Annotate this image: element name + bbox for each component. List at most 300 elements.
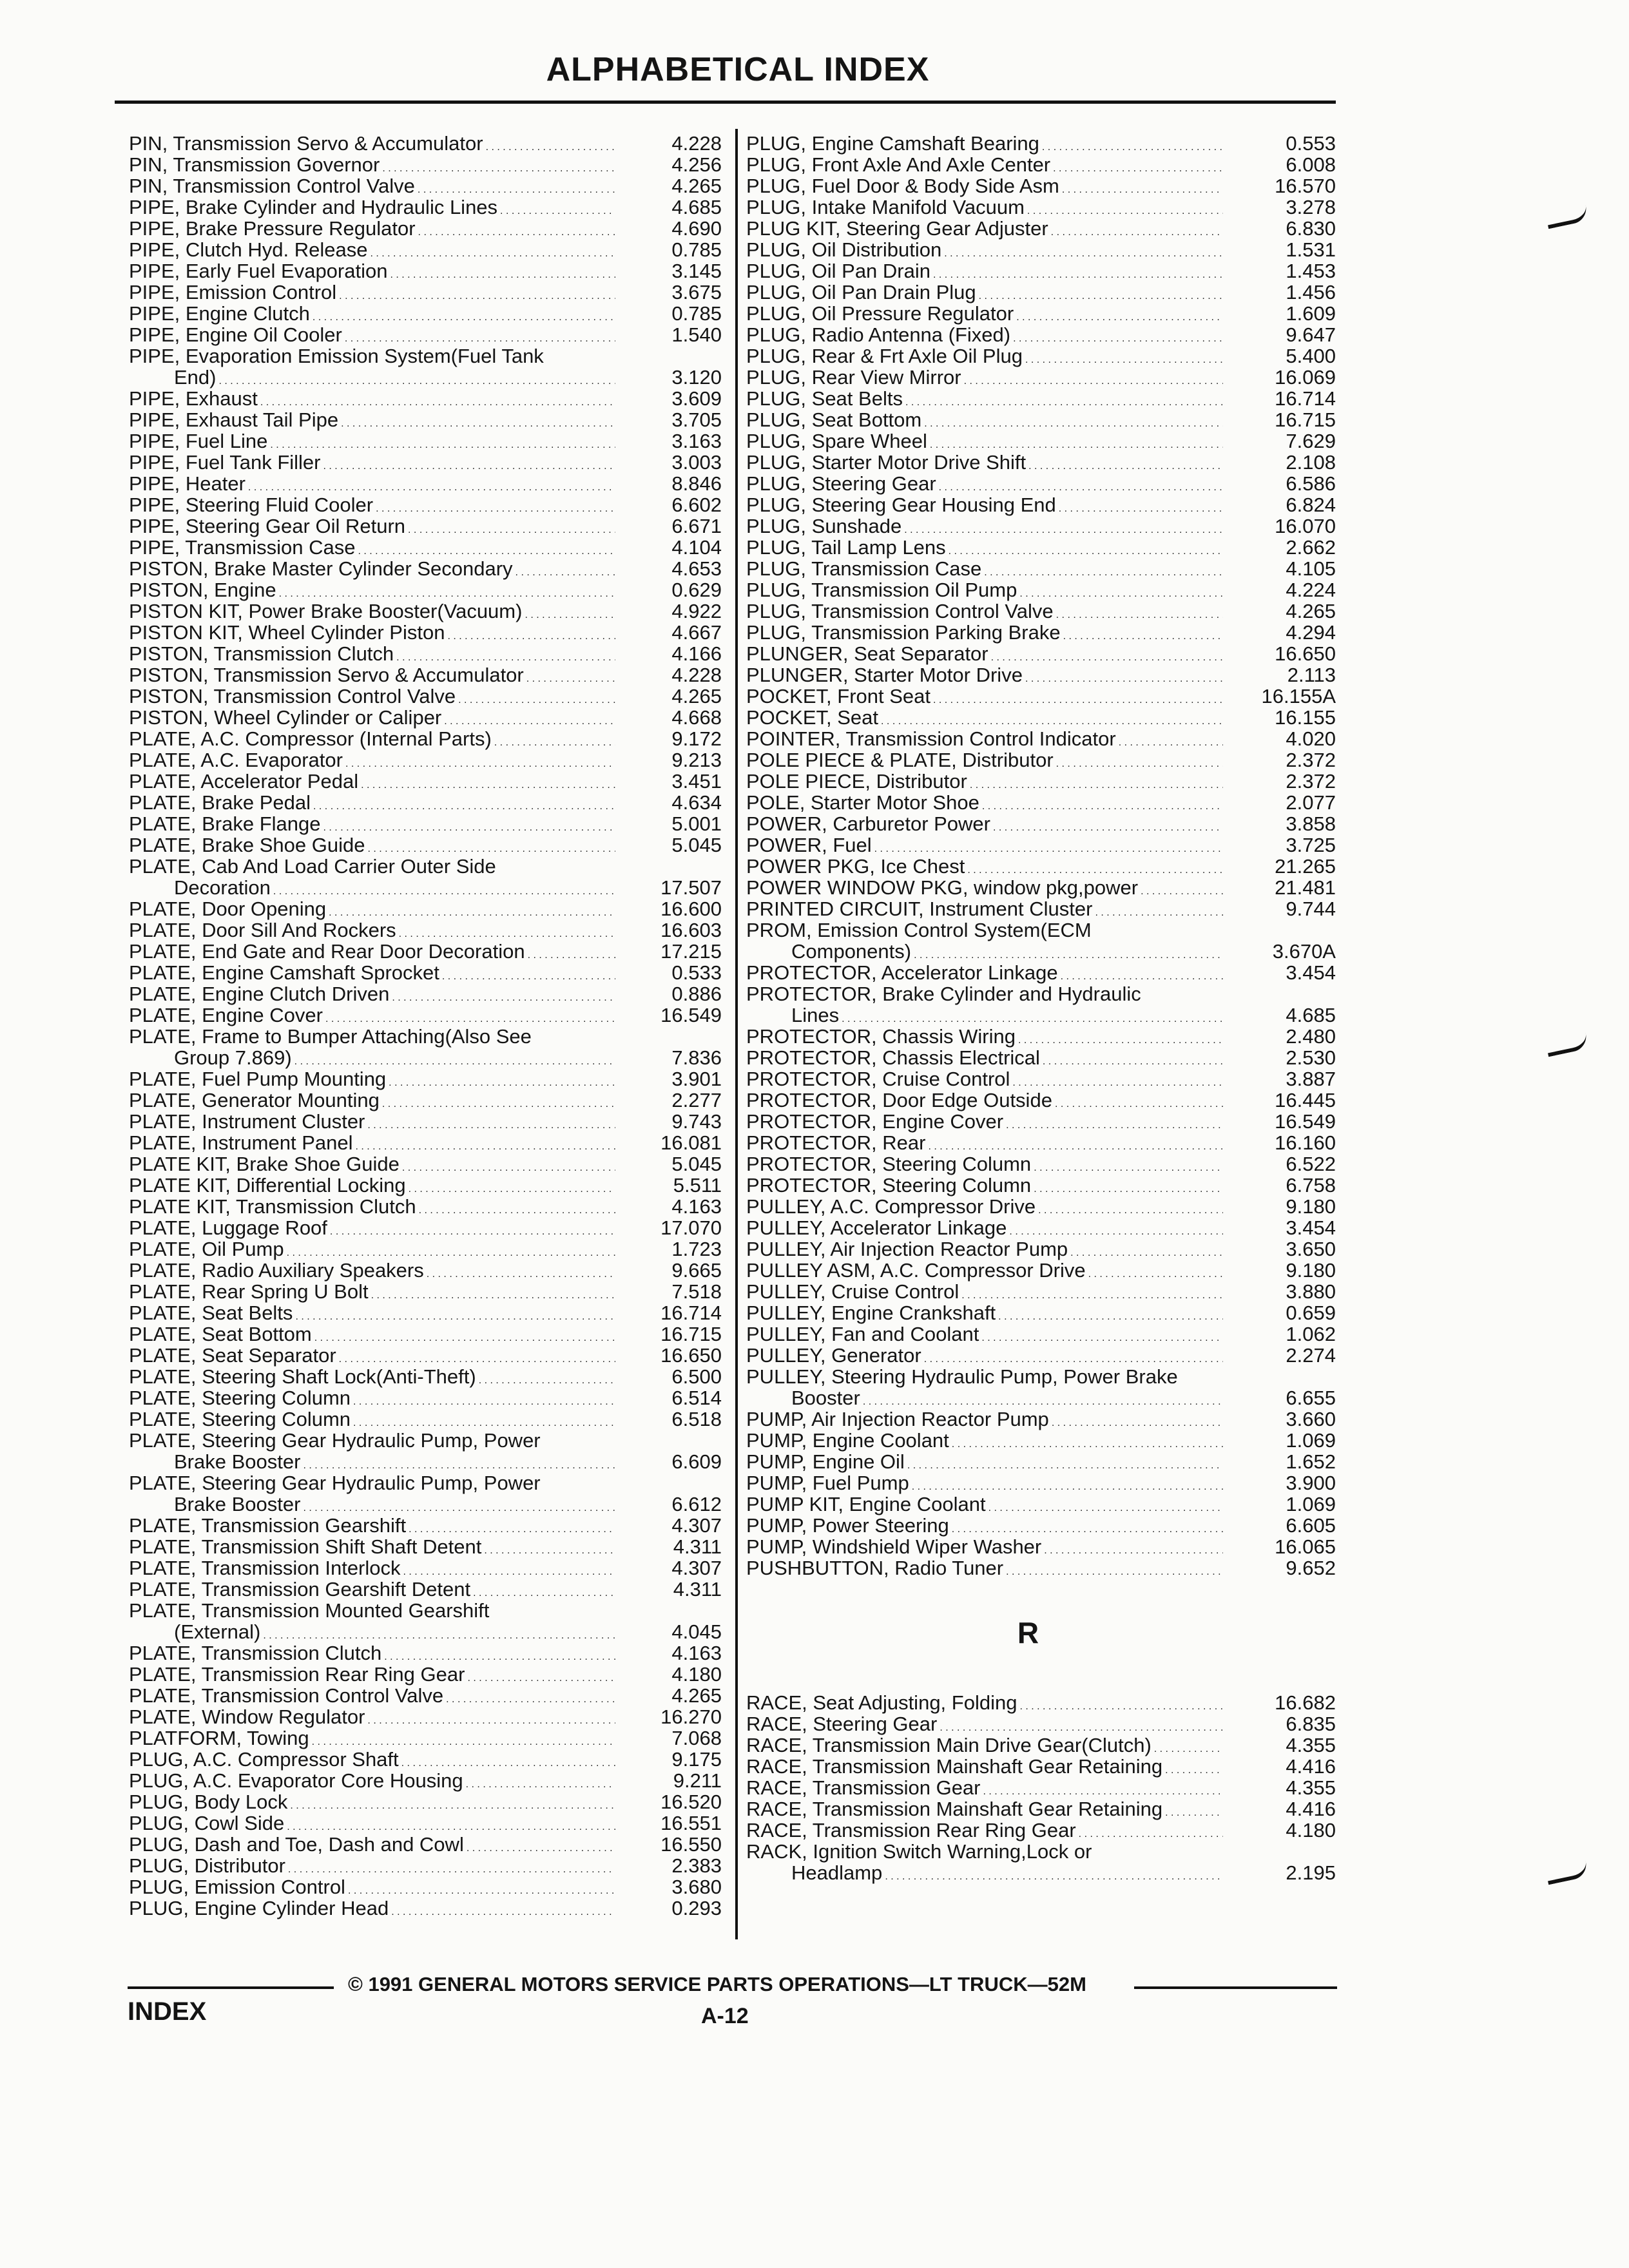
- entry-name: PUMP, Power Steering: [746, 1514, 949, 1537]
- index-entry: [746, 494, 1336, 515]
- entry-name: PLATE, Transmission Gearshift Detent: [129, 1578, 471, 1600]
- entry-page-ref: 4.922: [671, 600, 722, 622]
- entry-page-ref: 3.880: [1286, 1280, 1336, 1303]
- entry-name: PUMP KIT, Engine Coolant: [746, 1493, 986, 1515]
- index-entry: [129, 1090, 722, 1111]
- entry-name: Components): [791, 940, 912, 963]
- index-entry: [746, 1323, 1336, 1345]
- entry-name: PISTON, Transmission Control Valve: [129, 685, 456, 707]
- entry-name: PIPE, Exhaust Tail Pipe: [129, 408, 339, 431]
- index-entry: [746, 1302, 1336, 1323]
- entry-page-ref: 4.256: [671, 153, 722, 176]
- entry-page-ref: 4.163: [671, 1642, 722, 1664]
- index-entry: [129, 1812, 722, 1834]
- entry-page-ref: 3.163: [671, 430, 722, 452]
- entry-name: PULLEY, Cruise Control: [746, 1280, 959, 1303]
- entry-name: PLUG, Rear View Mirror: [746, 366, 961, 389]
- entry-name: PULLEY, Engine Crankshaft: [746, 1302, 996, 1324]
- entry-page-ref: 0.886: [671, 983, 722, 1005]
- index-entry: [746, 1408, 1336, 1430]
- index-entry: [746, 1004, 1336, 1026]
- index-entry: [746, 367, 1336, 388]
- index-entry: [746, 1713, 1336, 1735]
- entry-page-ref: 2.372: [1286, 749, 1336, 771]
- entry-page-ref: 16.069: [1275, 366, 1336, 389]
- index-entry: [746, 877, 1336, 898]
- index-entry: [746, 1217, 1336, 1238]
- index-entry: [129, 1536, 722, 1557]
- index-entry: [129, 1791, 722, 1812]
- entry-name: PLATE, Luggage Roof: [129, 1216, 327, 1239]
- entry-page-ref: 6.602: [671, 494, 722, 516]
- index-entry: [746, 473, 1336, 494]
- entry-name: PLATE, Transmission Control Valve: [129, 1684, 444, 1707]
- entry-name: RACE, Transmission Mainshaft Gear Retaining: [746, 1755, 1163, 1778]
- entry-name: PLUG, Steering Gear Housing End: [746, 494, 1056, 516]
- index-entry: [129, 1600, 722, 1621]
- entry-name: PLUG, Tail Lamp Lens: [746, 536, 946, 559]
- entry-page-ref: 0.785: [671, 238, 722, 261]
- index-entry: [129, 409, 722, 430]
- entry-name: PLATE, Radio Auxiliary Speakers: [129, 1259, 424, 1282]
- entry-name: PUMP, Air Injection Reactor Pump: [746, 1408, 1049, 1430]
- entry-name: PLATE, Door Sill And Rockers: [129, 919, 396, 941]
- entry-page-ref: 9.180: [1286, 1195, 1336, 1218]
- entry-page-ref: 3.454: [1286, 1216, 1336, 1239]
- index-entry: [129, 1642, 722, 1664]
- index-entry: [746, 1387, 1336, 1408]
- entry-page-ref: 16.549: [660, 1004, 722, 1026]
- index-entry: [129, 1026, 722, 1047]
- entry-name: PROTECTOR, Steering Column: [746, 1174, 1032, 1196]
- dot-leader: [1092, 898, 1223, 923]
- entry-page-ref: 1.723: [671, 1238, 722, 1260]
- entry-name: PROTECTOR, Chassis Wiring: [746, 1025, 1016, 1048]
- entry-page-ref: 4.355: [1286, 1776, 1336, 1799]
- entry-name: PIPE, Brake Pressure Regulator: [129, 217, 416, 240]
- entry-page-ref: 6.835: [1286, 1713, 1336, 1735]
- index-entry: [129, 197, 722, 218]
- index-entry: [746, 1366, 1336, 1387]
- entry-page-ref: 6.008: [1286, 153, 1336, 176]
- entry-name: PIPE, Transmission Case: [129, 536, 356, 559]
- margin-tick-mark: [1545, 1861, 1589, 1885]
- index-entry: [746, 260, 1336, 282]
- footer-section-label: INDEX: [128, 1997, 207, 2026]
- entry-page-ref: 16.650: [1275, 642, 1336, 665]
- index-entry: [746, 1735, 1336, 1756]
- index-entry: [746, 1557, 1336, 1579]
- entry-page-ref: 1.062: [1286, 1323, 1336, 1345]
- entry-name: RACE, Steering Gear: [746, 1713, 938, 1735]
- index-entry: [746, 1090, 1336, 1111]
- entry-page-ref: 1.456: [1286, 281, 1336, 303]
- entry-page-ref: 16.081: [660, 1131, 722, 1154]
- index-entry: [746, 1026, 1336, 1047]
- entry-name: PLATE, Steering Gear Hydraulic Pump, Power: [129, 1472, 541, 1494]
- entry-name: PLUG, A.C. Compressor Shaft: [129, 1748, 399, 1771]
- entry-name: PROTECTOR, Chassis Electrical: [746, 1046, 1040, 1069]
- entry-page-ref: 9.180: [1286, 1259, 1336, 1282]
- entry-name: PLATE KIT, Transmission Clutch: [129, 1195, 416, 1218]
- index-entry: [746, 1047, 1336, 1068]
- index-entry: [129, 473, 722, 494]
- entry-name: PIPE, Clutch Hyd. Release: [129, 238, 368, 261]
- index-entry: [129, 154, 722, 175]
- entry-name: PLATE, Window Regulator: [129, 1706, 365, 1728]
- index-entry: [129, 430, 722, 452]
- index-entry: [129, 1111, 722, 1132]
- entry-page-ref: 17.215: [660, 940, 722, 963]
- entry-page-ref: 16.270: [660, 1706, 722, 1728]
- index-entry: [746, 1111, 1336, 1132]
- entry-name: PISTON, Wheel Cylinder or Caliper: [129, 706, 442, 729]
- index-entry: [746, 1862, 1336, 1883]
- entry-name: PRINTED CIRCUIT, Instrument Cluster: [746, 898, 1093, 920]
- entry-page-ref: 9.172: [671, 727, 722, 750]
- index-entry: [129, 962, 722, 983]
- index-entry: [129, 1323, 722, 1345]
- index-entry: [129, 898, 722, 919]
- entry-page-ref: 4.045: [671, 1620, 722, 1643]
- index-entry: [746, 197, 1336, 218]
- entry-name: PROTECTOR, Accelerator Linkage: [746, 961, 1058, 984]
- entry-page-ref: 3.609: [671, 387, 722, 410]
- index-entry: [129, 175, 722, 197]
- index-entry: [129, 452, 722, 473]
- index-entry: [746, 728, 1336, 749]
- entry-page-ref: 3.670A: [1272, 940, 1336, 963]
- entry-page-ref: 4.307: [671, 1557, 722, 1579]
- entry-name: PLATE, Seat Belts: [129, 1302, 293, 1324]
- entry-page-ref: 4.224: [1286, 579, 1336, 601]
- entry-name: PLUG, Transmission Control Valve: [746, 600, 1054, 622]
- entry-name: PROTECTOR, Steering Column: [746, 1153, 1032, 1175]
- index-entry: [129, 133, 722, 154]
- index-entry: [129, 622, 722, 643]
- column-divider: [735, 129, 738, 1939]
- entry-name: PLATE, Instrument Cluster: [129, 1110, 365, 1133]
- entry-page-ref: 1.540: [671, 323, 722, 346]
- entry-name: PLATE, Fuel Pump Mounting: [129, 1068, 387, 1090]
- entry-page-ref: 9.665: [671, 1259, 722, 1282]
- index-entry: [746, 1798, 1336, 1820]
- entry-name: PULLEY, Generator: [746, 1344, 921, 1367]
- index-entry: [129, 1047, 722, 1068]
- index-entry: [129, 1494, 722, 1515]
- entry-page-ref: 16.065: [1275, 1535, 1336, 1558]
- dot-leader: [1076, 1820, 1223, 1845]
- entry-page-ref: 3.003: [671, 451, 722, 474]
- entry-name: PLUG, Seat Bottom: [746, 408, 922, 431]
- index-entry: [746, 856, 1336, 877]
- entry-name: PLATE, Engine Camshaft Sprocket: [129, 961, 439, 984]
- entry-name: PISTON, Transmission Clutch: [129, 642, 394, 665]
- entry-page-ref: 4.416: [1286, 1798, 1336, 1820]
- entry-name: RACE, Seat Adjusting, Folding: [746, 1691, 1017, 1714]
- entry-page-ref: 4.228: [671, 132, 722, 155]
- entry-name: PUSHBUTTON, Radio Tuner: [746, 1557, 1004, 1579]
- margin-tick-mark: [1545, 206, 1589, 229]
- entry-page-ref: 3.451: [671, 770, 722, 793]
- entry-page-ref: 9.743: [671, 1110, 722, 1133]
- entry-name: PLUG, Seat Belts: [746, 387, 903, 410]
- entry-name: POLE, Starter Motor Shoe: [746, 791, 979, 814]
- entry-name: PIPE, Steering Gear Oil Return: [129, 515, 406, 537]
- index-entry: [129, 558, 722, 579]
- index-entry: [129, 1153, 722, 1175]
- entry-name: PLATE, End Gate and Rear Door Decoration: [129, 940, 525, 963]
- index-entry: [129, 877, 722, 898]
- index-entry: [746, 345, 1336, 367]
- entry-name: PIPE, Evaporation Emission System(Fuel Tank: [129, 345, 544, 367]
- entry-page-ref: 1.453: [1286, 260, 1336, 282]
- index-entry: [746, 1153, 1336, 1175]
- entry-page-ref: 9.175: [671, 1748, 722, 1771]
- index-entry: [129, 282, 722, 303]
- entry-page-ref: 0.553: [1286, 132, 1336, 155]
- entry-name: PIPE, Heater: [129, 472, 246, 495]
- index-entry: [746, 409, 1336, 430]
- entry-name: PLUG, Body Lock: [129, 1791, 288, 1813]
- entry-name: PLUG, Sunshade: [746, 515, 902, 537]
- entry-name: PISTON KIT, Power Brake Booster(Vacuum): [129, 600, 523, 622]
- entry-name: PISTON, Transmission Servo & Accumulator: [129, 664, 524, 686]
- entry-page-ref: 16.603: [660, 919, 722, 941]
- entry-name: PLATE, Generator Mounting: [129, 1089, 380, 1111]
- index-entry: [746, 324, 1336, 345]
- entry-name: PLATE, Engine Cover: [129, 1004, 323, 1026]
- entry-name: Group 7.869): [174, 1046, 292, 1069]
- entry-name: Headlamp: [791, 1861, 883, 1884]
- entry-page-ref: 3.278: [1286, 196, 1336, 218]
- entry-name: PLUG, Rear & Frt Axle Oil Plug: [746, 345, 1023, 367]
- index-entry: [129, 792, 722, 813]
- entry-name: PLATE, Transmission Shift Shaft Detent: [129, 1535, 482, 1558]
- entry-name: PULLEY ASM, A.C. Compressor Drive: [746, 1259, 1086, 1282]
- index-entry: [746, 430, 1336, 452]
- entry-page-ref: 16.551: [660, 1812, 722, 1834]
- index-entry: [746, 1132, 1336, 1153]
- entry-page-ref: 6.518: [671, 1408, 722, 1430]
- footer-rule-right: [1134, 1986, 1337, 1989]
- entry-page-ref: 16.570: [1275, 175, 1336, 197]
- entry-name: PIPE, Emission Control: [129, 281, 337, 303]
- entry-name: PLUG, Oil Pan Drain Plug: [746, 281, 976, 303]
- entry-page-ref: 16.715: [660, 1323, 722, 1345]
- entry-page-ref: 4.180: [1286, 1819, 1336, 1841]
- entry-name: PLATE, Accelerator Pedal: [129, 770, 359, 793]
- index-entry: [129, 1430, 722, 1451]
- entry-name: PLUG, Intake Manifold Vacuum: [746, 196, 1025, 218]
- entry-name: PLATE, Cab And Load Carrier Outer Side: [129, 855, 496, 878]
- entry-name: PLATE, Brake Shoe Guide: [129, 834, 365, 856]
- entry-page-ref: 4.104: [671, 536, 722, 559]
- index-entry: [746, 1820, 1336, 1841]
- entry-name: (External): [174, 1620, 261, 1643]
- dot-leader: [470, 1579, 615, 1604]
- entry-name: PIPE, Fuel Tank Filler: [129, 451, 321, 474]
- entry-page-ref: 3.705: [671, 408, 722, 431]
- index-entry: [129, 1579, 722, 1600]
- index-entry: [746, 771, 1336, 792]
- entry-page-ref: 4.105: [1286, 557, 1336, 580]
- index-entry: [746, 1260, 1336, 1281]
- entry-page-ref: 0.629: [671, 579, 722, 601]
- section-letter-r: R: [1017, 1616, 1039, 1649]
- entry-name: PLUG, Oil Pressure Regulator: [746, 302, 1014, 325]
- index-entry: [746, 686, 1336, 707]
- entry-page-ref: 5.511: [673, 1174, 722, 1196]
- index-entry: [129, 941, 722, 962]
- entry-page-ref: 3.454: [1286, 961, 1336, 984]
- entry-page-ref: 6.609: [671, 1450, 722, 1473]
- entry-name: PLATE, Steering Column: [129, 1408, 351, 1430]
- entry-page-ref: 2.530: [1286, 1046, 1336, 1069]
- entry-name: PLUG KIT, Steering Gear Adjuster: [746, 217, 1048, 240]
- entry-name: Brake Booster: [174, 1450, 301, 1473]
- index-entry: [746, 537, 1336, 558]
- index-entry: [129, 515, 722, 537]
- entry-page-ref: 6.612: [671, 1493, 722, 1515]
- index-entry: [746, 133, 1336, 154]
- index-entry: [129, 983, 722, 1004]
- entry-name: PIPE, Steering Fluid Cooler: [129, 494, 374, 516]
- entry-page-ref: 7.068: [671, 1727, 722, 1749]
- entry-name: POCKET, Seat: [746, 706, 879, 729]
- entry-page-ref: 4.180: [671, 1663, 722, 1686]
- index-entry: [746, 834, 1336, 856]
- entry-name: PROTECTOR, Cruise Control: [746, 1068, 1010, 1090]
- entry-page-ref: 16.600: [660, 898, 722, 920]
- entry-name: PLATE, Transmission Rear Ring Gear: [129, 1663, 465, 1686]
- entry-name: PLUG, Engine Cylinder Head: [129, 1897, 389, 1919]
- entry-page-ref: 2.383: [671, 1854, 722, 1877]
- index-entry: [129, 686, 722, 707]
- entry-name: POINTER, Transmission Control Indicator: [746, 727, 1116, 750]
- index-entry: [746, 579, 1336, 601]
- entry-page-ref: 3.858: [1286, 812, 1336, 835]
- entry-page-ref: 6.655: [1286, 1387, 1336, 1409]
- entry-name: PROTECTOR, Engine Cover: [746, 1110, 1004, 1133]
- entry-page-ref: 6.500: [671, 1365, 722, 1388]
- entry-name: PLATE, Oil Pump: [129, 1238, 284, 1260]
- entry-page-ref: 4.668: [671, 706, 722, 729]
- entry-name: PLUG, Distributor: [129, 1854, 285, 1877]
- index-entry: [129, 345, 722, 367]
- entry-page-ref: 5.045: [671, 834, 722, 856]
- entry-name: PLUG, Front Axle And Axle Center: [746, 153, 1051, 176]
- entry-page-ref: 17.070: [660, 1216, 722, 1239]
- index-entry: [129, 1387, 722, 1408]
- entry-page-ref: 16.682: [1275, 1691, 1336, 1714]
- entry-name: RACE, Transmission Rear Ring Gear: [746, 1819, 1076, 1841]
- entry-name: PLUG, Transmission Parking Brake: [746, 621, 1061, 644]
- entry-page-ref: 4.416: [1286, 1755, 1336, 1778]
- entry-name: PULLEY, A.C. Compressor Drive: [746, 1195, 1036, 1218]
- index-entry: [129, 1196, 722, 1217]
- index-entry: [746, 749, 1336, 771]
- entry-page-ref: 3.660: [1286, 1408, 1336, 1430]
- index-entry: [129, 494, 722, 515]
- entry-name: PIPE, Engine Clutch: [129, 302, 310, 325]
- entry-page-ref: 2.274: [1286, 1344, 1336, 1367]
- left-index-column: [129, 133, 722, 1919]
- entry-name: PROTECTOR, Brake Cylinder and Hydraulic: [746, 983, 1141, 1005]
- entry-page-ref: 5.045: [671, 1153, 722, 1175]
- index-entry: [746, 239, 1336, 260]
- entry-page-ref: 4.228: [671, 664, 722, 686]
- index-entry: [746, 813, 1336, 834]
- entry-name: PLUG, Steering Gear: [746, 472, 936, 495]
- entry-page-ref: 16.550: [660, 1833, 722, 1856]
- entry-name: PLUG, Transmission Case: [746, 557, 982, 580]
- entry-page-ref: 6.824: [1286, 494, 1336, 516]
- entry-page-ref: 7.518: [671, 1280, 722, 1303]
- entry-name: PLATE, Rear Spring U Bolt: [129, 1280, 369, 1303]
- index-entry: [746, 622, 1336, 643]
- entry-name: PLATE, Engine Clutch Driven: [129, 983, 390, 1005]
- right-index-column: [746, 133, 1336, 1883]
- entry-name: PLUG, Radio Antenna (Fixed): [746, 323, 1011, 346]
- index-entry: [129, 1664, 722, 1685]
- entry-page-ref: 4.294: [1286, 621, 1336, 644]
- entry-name: PLUG, Transmission Oil Pump: [746, 579, 1017, 601]
- entry-page-ref: 3.120: [671, 366, 722, 389]
- entry-name: PULLEY, Air Injection Reactor Pump: [746, 1238, 1068, 1260]
- entry-name: PIPE, Fuel Line: [129, 430, 268, 452]
- entry-name: PIPE, Engine Oil Cooler: [129, 323, 342, 346]
- index-entry: [746, 388, 1336, 409]
- entry-page-ref: 4.166: [671, 642, 722, 665]
- entry-name: PLATE, Steering Shaft Lock(Anti-Theft): [129, 1365, 476, 1388]
- index-entry: [129, 324, 722, 345]
- index-entry: [746, 941, 1336, 962]
- entry-page-ref: 7.836: [671, 1046, 722, 1069]
- margin-tick-mark: [1545, 1033, 1589, 1057]
- title-rule: [115, 101, 1336, 104]
- entry-page-ref: 1.531: [1286, 238, 1336, 261]
- entry-name: POWER PKG, Ice Chest: [746, 855, 965, 878]
- entry-page-ref: 9.211: [673, 1769, 722, 1792]
- entry-name: POCKET, Front Seat: [746, 685, 930, 707]
- index-entry: [129, 643, 722, 664]
- entry-name: PLUG, Oil Pan Drain: [746, 260, 930, 282]
- dot-leader: [1003, 1557, 1223, 1582]
- index-entry: [129, 1281, 722, 1302]
- r-entries-list: [746, 1692, 1336, 1883]
- entry-name: Lines: [791, 1004, 840, 1026]
- entry-name: PLATE, Transmission Interlock: [129, 1557, 401, 1579]
- entry-page-ref: 4.265: [671, 685, 722, 707]
- entry-name: PLATE, Brake Flange: [129, 812, 321, 835]
- entry-page-ref: 16.155: [1275, 706, 1336, 729]
- entry-page-ref: 0.785: [671, 302, 722, 325]
- entry-name: PLUG, Spare Wheel: [746, 430, 927, 452]
- entry-page-ref: 16.155A: [1261, 685, 1336, 707]
- entry-name: POWER WINDOW PKG, window pkg,power: [746, 876, 1139, 899]
- index-entry: [746, 1756, 1336, 1777]
- entry-page-ref: 2.480: [1286, 1025, 1336, 1048]
- entry-page-ref: 16.445: [1275, 1089, 1336, 1111]
- entry-name: PROTECTOR, Rear: [746, 1131, 926, 1154]
- index-entry: [129, 919, 722, 941]
- entry-name: POWER, Fuel: [746, 834, 872, 856]
- entry-name: Booster: [791, 1387, 860, 1409]
- index-entry: [746, 1692, 1336, 1713]
- entry-name: POLE PIECE & PLATE, Distributor: [746, 749, 1054, 771]
- entry-name: PIN, Transmission Servo & Accumulator: [129, 132, 483, 155]
